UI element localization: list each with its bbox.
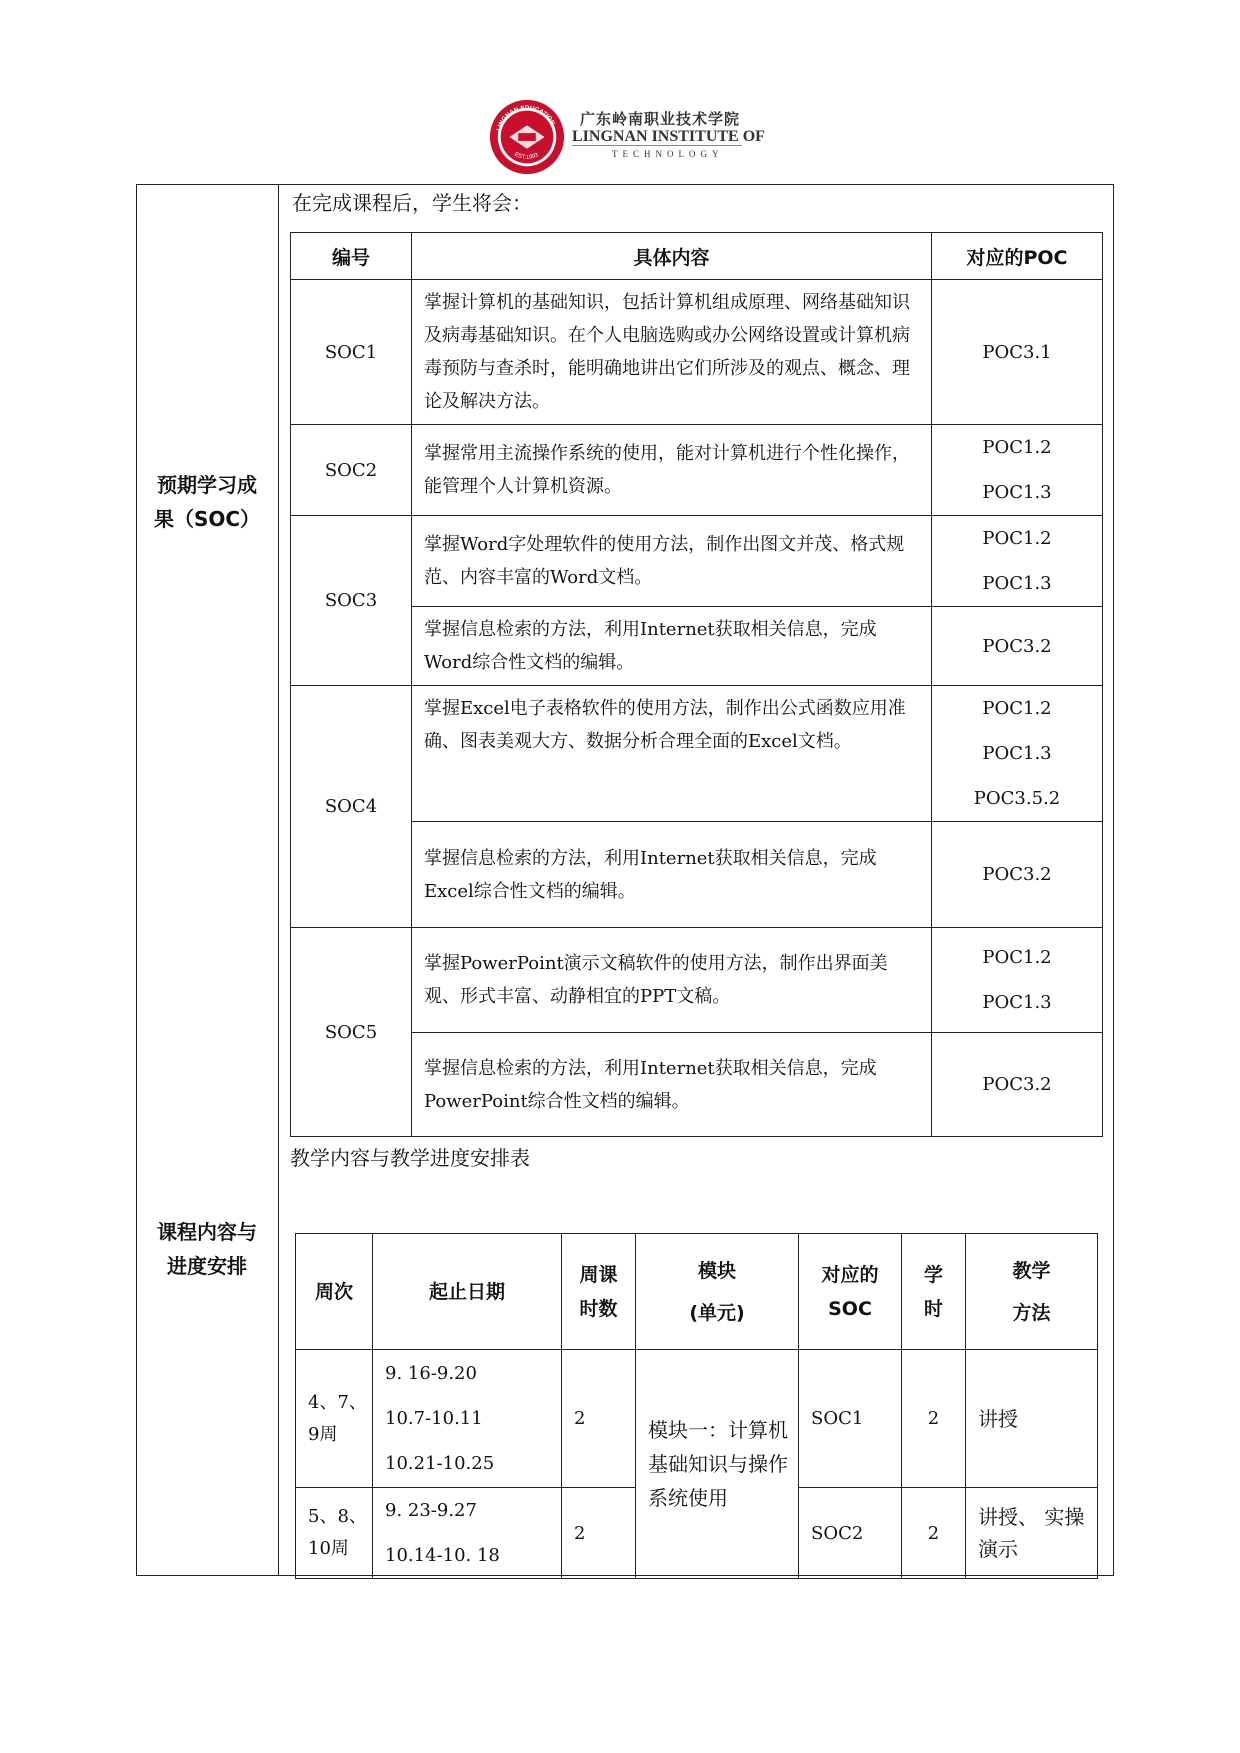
school-seal-logo xyxy=(488,98,566,176)
header-line: 周课 xyxy=(579,1263,618,1286)
soc-poc-cell xyxy=(932,686,1103,822)
schedule-dates xyxy=(373,1350,562,1488)
header-rule xyxy=(572,145,742,146)
soc-content: 掌握常用主流操作系统的使用，能对计算机进行个性化操作，能管理个人计算机资源。 xyxy=(412,425,932,516)
soc-poc-cell xyxy=(932,280,1103,425)
table-row xyxy=(291,516,1103,607)
header-line: 教学 xyxy=(1012,1259,1051,1282)
soc-content: 掌握Excel电子表格软件的使用方法，制作出公式函数应用准确、图表美观大方、数据分析合理全面的Excel文档。 xyxy=(412,686,932,822)
date-range: 9. 16-9.20 xyxy=(385,1363,477,1384)
soc-content: 掌握Word字处理软件的使用方法，制作出图文并茂、格式规范、内容丰富的Word文档。 xyxy=(412,516,932,607)
poc-value: POC3.2 xyxy=(982,864,1052,885)
schedule-header-week: 周次 xyxy=(296,1234,373,1350)
table-row xyxy=(291,928,1103,1033)
soc-table xyxy=(290,232,1103,1137)
soc-poc-cell xyxy=(932,928,1103,1033)
soc-section-label-line1: 预期学习成 xyxy=(157,473,257,497)
table-row xyxy=(291,280,1103,425)
soc-code: SOC4 xyxy=(291,686,412,928)
content-section-label-line2: 进度安排 xyxy=(167,1254,247,1278)
schedule-soc: SOC1 xyxy=(799,1350,902,1488)
poc-value: POC3.5.2 xyxy=(973,788,1061,809)
soc-poc-cell xyxy=(932,425,1103,516)
schedule-header-row xyxy=(296,1234,1098,1350)
weeks-line: 5、8、 xyxy=(308,1506,367,1527)
schedule-weeks xyxy=(296,1488,373,1579)
schedule-header-hours xyxy=(902,1234,966,1350)
schedule-weekly-hours: 2 xyxy=(562,1350,636,1488)
school-header xyxy=(488,98,765,178)
soc-table-header-row xyxy=(291,233,1103,280)
soc-poc-cell xyxy=(932,1033,1103,1137)
schedule-table xyxy=(295,1233,1098,1579)
header-line: 时数 xyxy=(579,1297,618,1320)
soc-code: SOC3 xyxy=(291,516,412,686)
soc-header-content: 具体内容 xyxy=(412,233,932,280)
header-line: 方法 xyxy=(1012,1301,1051,1324)
school-name-cn: 广东岭南职业技术学院 xyxy=(580,110,741,128)
soc-poc-cell xyxy=(932,516,1103,607)
poc-value: POC3.2 xyxy=(982,1074,1052,1095)
soc-content: 掌握PowerPoint演示文稿软件的使用方法，制作出界面美观、形式丰富、动静相宜的PPT文稿。 xyxy=(412,928,932,1033)
soc-header-code: 编号 xyxy=(291,233,412,280)
weeks-line: 9周 xyxy=(308,1423,338,1445)
schedule-soc: SOC2 xyxy=(799,1488,902,1579)
soc-code: SOC1 xyxy=(291,280,412,425)
schedule-hours: 2 xyxy=(902,1488,966,1579)
schedule-dates xyxy=(373,1488,562,1579)
content-section-label-line1: 课程内容与 xyxy=(157,1220,257,1244)
seal-text-top: LINGNAN EDUCATION xyxy=(495,104,557,132)
header-line: (单元) xyxy=(689,1301,745,1324)
poc-value: POC1.2 xyxy=(982,528,1052,549)
header-line: 对应的 xyxy=(821,1263,879,1286)
poc-value: POC1.2 xyxy=(982,947,1052,968)
schedule-hours: 2 xyxy=(902,1350,966,1488)
schedule-header-weekly-hours xyxy=(562,1234,636,1350)
soc-poc-cell xyxy=(932,607,1103,686)
weeks-line: 10周 xyxy=(308,1538,349,1559)
header-line: 模块 xyxy=(697,1259,736,1282)
table-row xyxy=(291,1033,1103,1137)
header-line: SOC xyxy=(828,1297,872,1320)
schedule-module: 模块一：计算机基础知识与操作系统使用 xyxy=(636,1350,799,1579)
poc-value: POC1.3 xyxy=(982,743,1052,764)
soc-poc-cell xyxy=(932,822,1103,928)
poc-value: POC1.3 xyxy=(982,992,1052,1013)
poc-value: POC1.2 xyxy=(982,698,1052,719)
schedule-method: 讲授、 实操演示 xyxy=(966,1488,1098,1579)
poc-value: POC1.3 xyxy=(982,573,1052,594)
poc-value: POC3.2 xyxy=(982,635,1052,657)
weeks-line: 4、7、 xyxy=(308,1391,367,1413)
date-range: 10.21-10.25 xyxy=(385,1453,495,1474)
table-row xyxy=(291,425,1103,516)
schedule-weeks xyxy=(296,1350,373,1488)
label-column-divider xyxy=(278,184,279,1576)
poc-value: POC1.2 xyxy=(982,437,1052,458)
seal-text-bottom: EST.1993 xyxy=(513,151,540,161)
schedule-header-module xyxy=(636,1234,799,1350)
date-range: 10.14-10. 18 xyxy=(385,1545,500,1566)
content-section-label xyxy=(136,1215,278,1283)
soc-section-label xyxy=(136,468,278,536)
soc-content: 掌握信息检索的方法，利用Internet获取相关信息，完成Excel综合性文档的编辑。 xyxy=(412,822,932,928)
soc-content: 掌握计算机的基础知识，包括计算机组成原理、网络基础知识及病毒基础知识。在个人电脑选购或办公网络设置或计算机病毒预防与查杀时，能明确地讲出它们所涉及的观点、概念、理论及解决方法。 xyxy=(412,280,932,425)
soc-content: 掌握信息检索的方法，利用Internet获取相关信息，完成Word综合性文档的编辑。 xyxy=(412,607,932,686)
date-range: 9. 23-9.27 xyxy=(385,1500,477,1521)
school-name-en: LINGNAN INSTITUTE OF xyxy=(572,128,765,145)
poc-value: POC3.1 xyxy=(982,341,1052,363)
soc-code: SOC5 xyxy=(291,928,412,1137)
schedule-method: 讲授 xyxy=(966,1350,1098,1488)
school-name-en-line2: TECHNOLOGY xyxy=(612,149,724,159)
table-row xyxy=(291,607,1103,686)
header-line: 学 xyxy=(923,1263,943,1286)
date-range: 10.7-10.11 xyxy=(385,1408,483,1429)
soc-intro-text: 在完成课程后，学生将会： xyxy=(292,191,532,215)
table-row xyxy=(291,686,1103,822)
schedule-header-method xyxy=(966,1234,1098,1350)
table-row xyxy=(291,822,1103,928)
table-row xyxy=(296,1350,1098,1488)
poc-value: POC1.3 xyxy=(982,482,1052,503)
soc-code: SOC2 xyxy=(291,425,412,516)
soc-header-poc: 对应的POC xyxy=(932,233,1103,280)
soc-section-label-line2: 果（SOC） xyxy=(153,507,261,531)
soc-content: 掌握信息检索的方法，利用Internet获取相关信息，完成PowerPoint综合性文档的编辑。 xyxy=(412,1033,932,1137)
header-line: 时 xyxy=(923,1297,943,1320)
schedule-header-soc xyxy=(799,1234,902,1350)
schedule-caption: 教学内容与教学进度安排表 xyxy=(290,1146,530,1170)
schedule-header-dates: 起止日期 xyxy=(373,1234,562,1350)
schedule-weekly-hours: 2 xyxy=(562,1488,636,1579)
